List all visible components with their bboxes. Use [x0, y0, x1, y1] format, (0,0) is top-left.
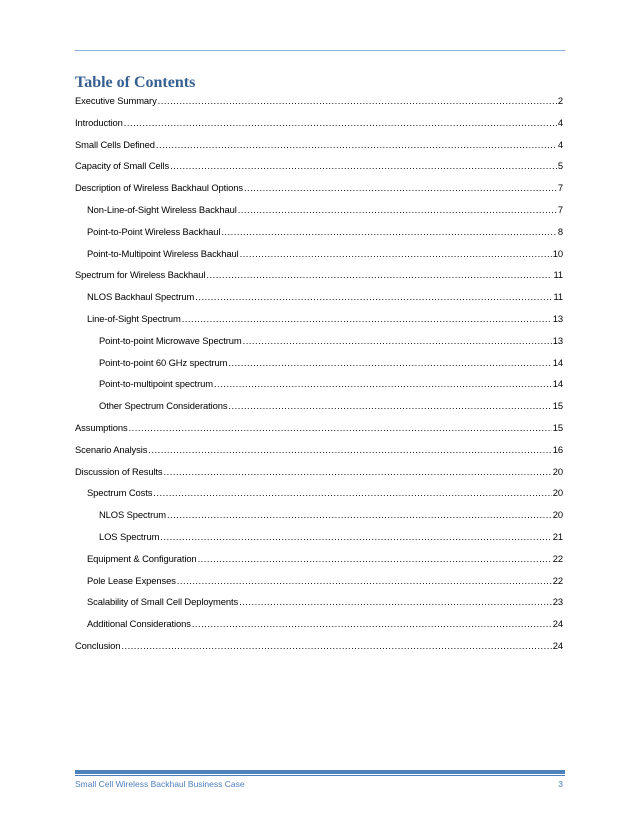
- toc-dot-leader: [198, 553, 552, 564]
- toc-entry-title[interactable]: Capacity of Small Cells: [75, 160, 170, 172]
- toc-entry-page[interactable]: 24: [552, 618, 563, 630]
- toc-entry-page[interactable]: 14: [552, 378, 563, 390]
- header-rule: [75, 50, 565, 51]
- toc-entry[interactable]: [75, 553, 563, 575]
- toc-entry[interactable]: [75, 400, 563, 422]
- toc-entry-title[interactable]: Point-to-Point Wireless Backhaul: [87, 225, 221, 237]
- toc-entry-page[interactable]: 20: [552, 465, 563, 477]
- footer-rule-thin: [75, 775, 565, 776]
- toc-dot-leader: [239, 596, 552, 607]
- toc-entry[interactable]: [75, 313, 563, 335]
- toc-entry[interactable]: [75, 117, 563, 139]
- toc-dot-leader: [240, 248, 552, 259]
- toc-dot-leader: [153, 487, 551, 498]
- toc-entry-page[interactable]: 24: [552, 639, 563, 651]
- footer-page-number: 3: [558, 779, 563, 789]
- toc-entry[interactable]: [75, 378, 563, 400]
- toc-entry[interactable]: [75, 640, 563, 662]
- toc-entry[interactable]: [75, 487, 563, 509]
- toc-entry-page[interactable]: 22: [552, 574, 563, 586]
- toc-entry-title[interactable]: Equipment & Configuration: [87, 552, 197, 564]
- toc-dot-leader: [244, 182, 557, 193]
- toc-dot-leader: [182, 313, 552, 324]
- toc-entry[interactable]: [75, 531, 563, 553]
- toc-dot-leader: [221, 226, 557, 237]
- toc-entry-page[interactable]: 11: [553, 291, 563, 303]
- toc-entry-title[interactable]: Non-Line-of-Sight Wireless Backhaul: [87, 203, 237, 215]
- toc-entry-page[interactable]: 8: [557, 225, 563, 237]
- toc-entry-title[interactable]: Pole Lease Expenses: [87, 574, 176, 586]
- toc-entry-page[interactable]: 7: [557, 182, 563, 194]
- toc-entry[interactable]: [75, 335, 563, 357]
- toc-dot-leader: [170, 160, 557, 171]
- toc-entry-title[interactable]: Discussion of Results: [75, 465, 163, 477]
- toc-entry-page[interactable]: 15: [552, 421, 563, 433]
- toc-entry-title[interactable]: Point-to-Multipoint Wireless Backhaul: [87, 247, 239, 259]
- toc-dot-leader: [228, 400, 551, 411]
- toc-entry[interactable]: [75, 139, 563, 161]
- toc-entry[interactable]: [75, 160, 563, 182]
- toc-dot-leader: [206, 269, 552, 280]
- toc-entry-page[interactable]: 20: [552, 487, 563, 499]
- toc-entry-page[interactable]: 13: [552, 312, 563, 324]
- toc-entry[interactable]: [75, 248, 563, 270]
- toc-entry-title[interactable]: Spectrum Costs: [87, 487, 153, 499]
- toc-entry-page[interactable]: 4: [557, 116, 563, 128]
- toc-entry[interactable]: [75, 357, 563, 379]
- toc-entry-page[interactable]: 5: [557, 160, 563, 172]
- toc-dot-leader: [124, 117, 557, 128]
- toc-entry-title[interactable]: Line-of-Sight Spectrum: [87, 312, 181, 324]
- toc-dot-leader: [243, 335, 552, 346]
- toc-entry[interactable]: [75, 204, 563, 226]
- toc-entry[interactable]: [75, 596, 563, 618]
- toc-entry-page[interactable]: 20: [552, 509, 563, 521]
- toc-entry-page[interactable]: 13: [552, 334, 563, 346]
- toc-entry[interactable]: [75, 226, 563, 248]
- toc-entry[interactable]: [75, 444, 563, 466]
- toc-entry[interactable]: [75, 575, 563, 597]
- toc-entry-title[interactable]: Scalability of Small Cell Deployments: [87, 596, 239, 608]
- toc-entry-page[interactable]: 23: [552, 596, 563, 608]
- toc-dot-leader: [148, 444, 551, 455]
- toc-entry-page[interactable]: 11: [553, 269, 563, 281]
- toc-entry-title[interactable]: Spectrum for Wireless Backhaul: [75, 269, 206, 281]
- toc-entry-title[interactable]: NLOS Backhaul Spectrum: [87, 291, 195, 303]
- toc-entry-title[interactable]: Other Spectrum Considerations: [99, 400, 228, 412]
- toc-entry-title[interactable]: Executive Summary: [75, 95, 157, 106]
- toc-dot-leader: [158, 95, 557, 106]
- toc-dot-leader: [192, 618, 552, 629]
- toc-entry-page[interactable]: 16: [552, 443, 563, 455]
- toc-entry-title[interactable]: Introduction: [75, 116, 123, 128]
- toc-entry[interactable]: [75, 182, 563, 204]
- table-of-contents: [75, 95, 563, 662]
- toc-entry-page[interactable]: 2: [557, 95, 563, 106]
- toc-entry-title[interactable]: Conclusion: [75, 639, 121, 651]
- toc-entry[interactable]: [75, 618, 563, 640]
- toc-entry-page[interactable]: 15: [552, 400, 563, 412]
- toc-entry[interactable]: [75, 291, 563, 313]
- toc-entry-page[interactable]: 14: [552, 356, 563, 368]
- toc-entry-title[interactable]: Assumptions: [75, 421, 128, 433]
- toc-dot-leader: [164, 466, 552, 477]
- toc-dot-leader: [238, 204, 557, 215]
- toc-dot-leader: [156, 139, 557, 150]
- toc-entry[interactable]: [75, 95, 563, 117]
- toc-dot-leader: [121, 640, 551, 651]
- toc-entry[interactable]: [75, 422, 563, 444]
- toc-entry-page[interactable]: 7: [557, 203, 563, 215]
- toc-entry-title[interactable]: Description of Wireless Backhaul Options: [75, 182, 243, 194]
- footer-rule: [75, 770, 565, 774]
- toc-entry-title[interactable]: Point-to-point 60 GHz spectrum: [99, 356, 228, 368]
- toc-entry-title[interactable]: Additional Considerations: [87, 618, 191, 630]
- toc-entry-page[interactable]: 22: [552, 552, 563, 564]
- toc-entry-title[interactable]: Point-to-multipoint spectrum: [99, 378, 213, 390]
- toc-dot-leader: [228, 357, 551, 368]
- toc-entry[interactable]: [75, 466, 563, 488]
- toc-entry-title[interactable]: Scenario Analysis: [75, 443, 148, 455]
- toc-entry-title[interactable]: Point-to-point Microwave Spectrum: [99, 334, 242, 346]
- toc-dot-leader: [214, 378, 552, 389]
- toc-dot-leader: [129, 422, 552, 433]
- toc-heading: Table of Contents: [75, 74, 196, 91]
- toc-entry-title[interactable]: LOS Spectrum: [99, 530, 160, 542]
- toc-entry-title[interactable]: NLOS Spectrum: [99, 509, 166, 521]
- toc-entry-title[interactable]: Small Cells Defined: [75, 138, 155, 150]
- toc-dot-leader: [160, 531, 551, 542]
- toc-dot-leader: [195, 291, 552, 302]
- toc-entry-page[interactable]: 21: [552, 530, 563, 542]
- footer-document-title: Small Cell Wireless Backhaul Business Case: [75, 779, 245, 789]
- toc-dot-leader: [177, 575, 552, 586]
- toc-entry-page[interactable]: 10: [552, 247, 563, 259]
- toc-dot-leader: [167, 509, 552, 520]
- toc-entry-page[interactable]: 4: [557, 138, 563, 150]
- toc-entry[interactable]: [75, 269, 563, 291]
- toc-entry[interactable]: [75, 509, 563, 531]
